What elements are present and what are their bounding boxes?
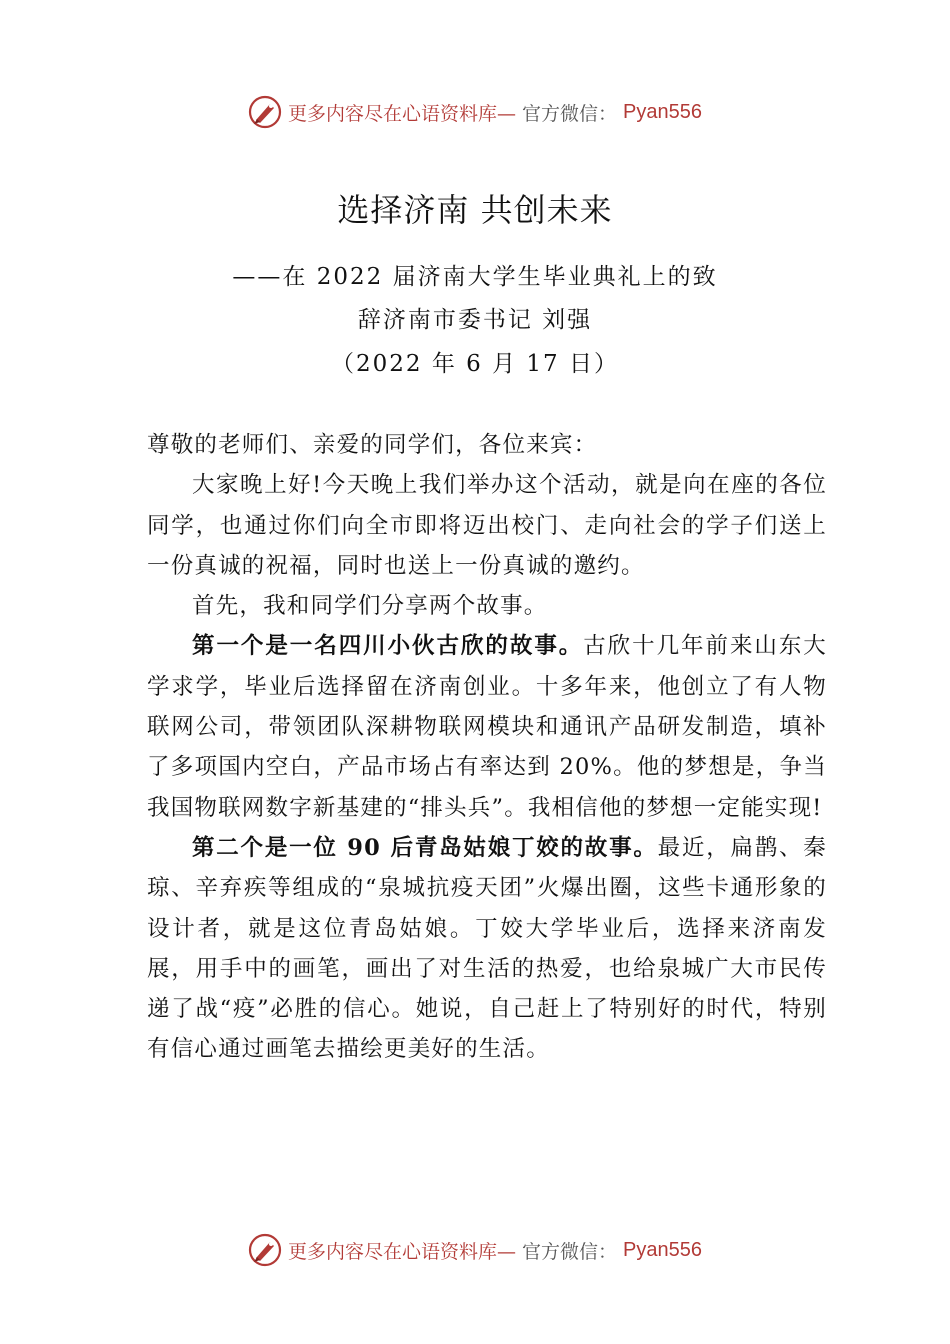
paragraph-intro: 首先，我和同学们分享两个故事。 <box>192 593 548 620</box>
paragraph-greeting: 大家晚上好!今天晚上我们举办这个活动，就是向在座的各位同学，也通过你们向全市即将迈出校门、走向社会的学子们送上一份真诚的祝福，同时也送上一份真诚的邀约。 <box>147 472 827 579</box>
story-two-text: 最近，扁鹊、秦琼、辛弃疾等组成的“泉城抗疫天团”火爆出圈，这些卡通形象的设计者，就是这位青岛姑娘。丁姣大学毕业后，选择来济南发展，用手中的画笔，画出了对生活的热爱，也给泉城广大市民传递了战“疫”必胜的信心。她说，自己赶上了特别好的时代，特别有信心通过画笔去描绘更美好的生活。 <box>147 834 827 1063</box>
salutation: 尊敬的老师们、亲爱的同学们，各位来宾： <box>147 432 598 458</box>
document-title: 选择济南 共创未来 <box>337 191 613 229</box>
pen-logo-icon <box>248 95 282 129</box>
watermark-wechat-id: Pyan556 <box>623 1238 702 1261</box>
watermark-footer <box>0 1233 950 1267</box>
watermark-text: 更多内容尽在心语资料库— <box>288 1240 517 1263</box>
watermark-wechat-id: Pyan556 <box>623 100 702 123</box>
paragraph-story-one <box>147 626 827 827</box>
pen-logo-icon <box>248 1233 282 1267</box>
speech-date: （2022 年 6 月 17 日） <box>331 351 619 377</box>
watermark-header <box>0 95 950 129</box>
watermark-official-label: 官方微信： <box>522 1240 618 1263</box>
subtitle-line-1: ——在 2022 届济南大学生毕业典礼上的致 <box>232 264 718 290</box>
story-one-heading: 第一个是一名四川小伙古欣的故事。 <box>192 633 584 660</box>
speech-body <box>147 425 827 1070</box>
subtitle-line-2: 辞济南市委书记 刘强 <box>357 307 593 333</box>
watermark-official-label: 官方微信： <box>522 102 618 125</box>
paragraph-story-two <box>147 828 827 1070</box>
story-one-text: 古欣十几年前来山东大学求学，毕业后选择留在济南创业。十多年来，他创立了有人物联网公司，带领团队深耕物联网模块和通讯产品研发制造，填补了多项国内空白，产品市场占有率达到 20%。他的梦想是，争当我国物联网数字新基建的“排头兵”。我相信他的梦想一定能实现! <box>147 633 827 821</box>
watermark-text: 更多内容尽在心语资料库— <box>288 102 517 125</box>
story-two-heading: 第二个是一位 90 后青岛姑娘丁姣的故事。 <box>192 834 658 861</box>
